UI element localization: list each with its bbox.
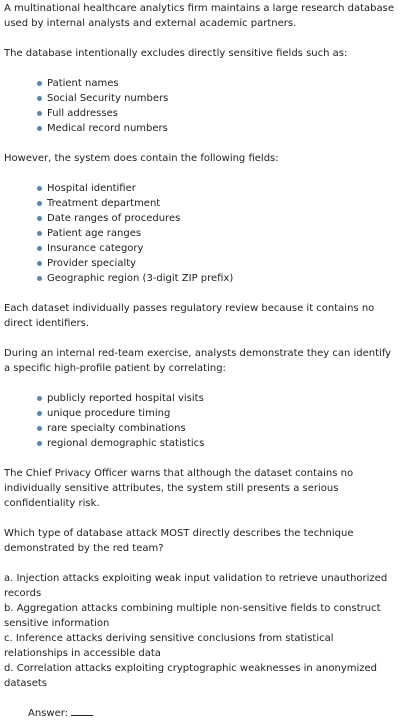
list-item: Insurance category	[37, 241, 398, 256]
list-item: Provider specialty	[37, 256, 398, 271]
redteam-intro: During an internal red-team exercise, analysts demonstrate they can identify a specific high-profile patient by correlating:	[4, 348, 392, 374]
list-item: Social Security numbers	[37, 91, 398, 106]
list-item: Patient names	[37, 76, 398, 91]
cpo-warning: The Chief Privacy Officer warns that although the dataset contains no individually sensitive attributes, the system still presents a serious confidentiality risk.	[4, 468, 354, 509]
list-item: Full addresses	[37, 106, 398, 121]
correlated-items-list	[4, 391, 398, 451]
option-d: d. Correlation attacks exploiting cryptographic weaknesses in anonymized datasets	[4, 663, 378, 689]
excludes-intro: The database intentionally excludes directly sensitive fields such as:	[4, 48, 348, 59]
intro-paragraph: A multinational healthcare analytics firm maintains a large research database used by internal analysts and external academic partners.	[4, 3, 394, 29]
option-a: a. Injection attacks exploiting weak input validation to retrieve unauthorized records	[4, 573, 388, 599]
contained-fields-list	[4, 181, 398, 286]
list-item: regional demographic statistics	[37, 436, 398, 451]
option-b: b. Aggregation attacks combining multiple non-sensitive fields to construct sensitive information	[4, 603, 381, 629]
list-item: rare specialty combinations	[37, 421, 398, 436]
list-item: Geographic region (3-digit ZIP prefix)	[37, 271, 398, 286]
list-item: Medical record numbers	[37, 121, 398, 136]
list-item: publicly reported hospital visits	[37, 391, 398, 406]
review-paragraph: Each dataset individually passes regulatory review because it contains no direct identifiers.	[4, 303, 375, 329]
list-item: Hospital identifier	[37, 181, 398, 196]
option-c: c. Inference attacks deriving sensitive conclusions from statistical relationships in accessible data	[4, 633, 334, 659]
list-item: Patient age ranges	[37, 226, 398, 241]
list-item: unique procedure timing	[37, 406, 398, 421]
answer-label: Answer:	[28, 708, 69, 719]
question: Which type of database attack MOST directly describes the technique demonstrated by the red team?	[4, 528, 354, 554]
list-item: Date ranges of procedures	[37, 211, 398, 226]
excluded-fields-list	[4, 76, 398, 136]
answer-blank	[71, 706, 93, 716]
answer-line	[4, 706, 398, 721]
answer-options	[4, 571, 398, 691]
list-item: Treatment department	[37, 196, 398, 211]
contains-intro: However, the system does contain the following fields:	[4, 153, 279, 164]
